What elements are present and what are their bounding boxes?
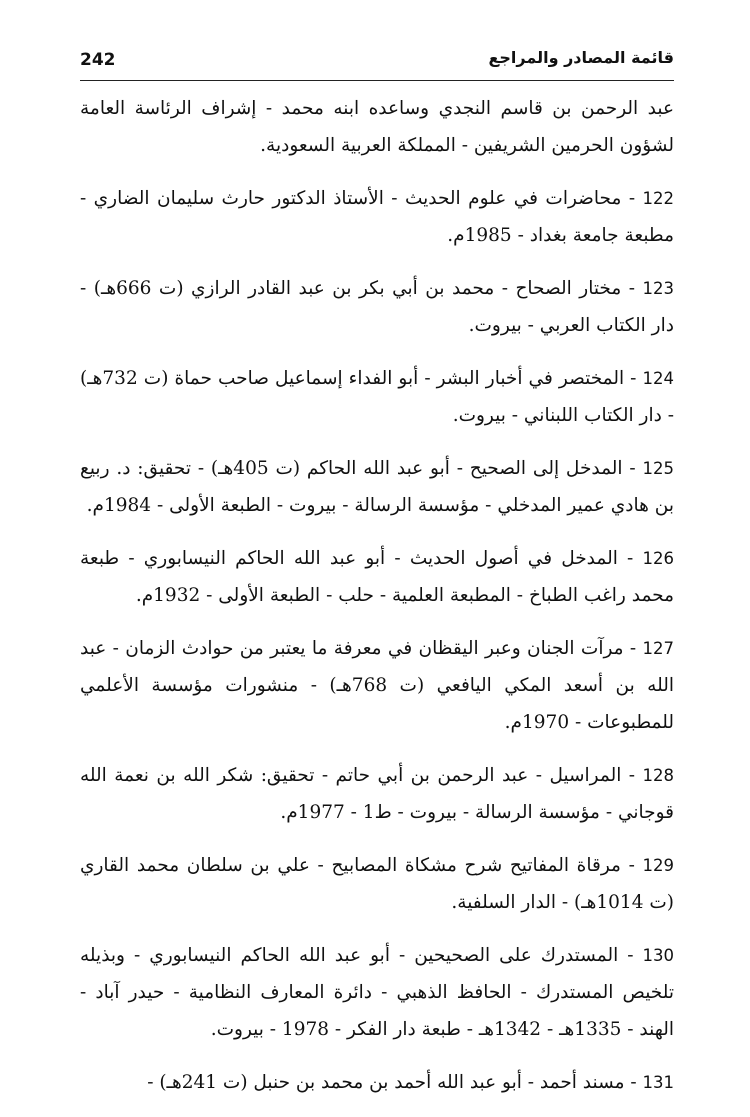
entry-number: 122 — [642, 189, 675, 208]
bibliography-entry: 128 - المراسيل - عبد الرحمن بن أبي حاتم - تحقيق: شكر الله بن نعمة الله قوجاني - مؤسسة الرسالة - بيروت - ط1 - 1977م. — [80, 765, 674, 823]
entry-number: 131 — [642, 1073, 674, 1092]
bibliography-entry: 122 - محاضرات في علوم الحديث - الأستاذ الدكتور حارث سليمان الضاري - مطبعة جامعة بغداد - 1985م. — [80, 188, 675, 246]
entry-text: مرقاة المفاتيح شرح مشكاة المصابيح - علي بن سلطان محمد القاري (ت 1014هـ) - الدار السلفية. — [80, 855, 674, 913]
bibliography-entry: 131 - مسند أحمد - أبو عبد الله أحمد بن محمد بن حنبل (ت 241هـ) - — [147, 1072, 674, 1093]
bibliography-entry: 123 - مختار الصحاح - محمد بن أبي بكر بن عبد القادر الرازي (ت 666هـ) - دار الكتاب العربي - بيروت. — [80, 278, 674, 336]
bibliography-entry: 130 - المستدرك على الصحيحين - أبو عبد الله الحاكم النيسابوري - وبذيله تلخيص المستدرك - الحافظ الذهبي - دائرة المعارف النظامية - حيدر آباد - الهند - 1335هـ - 1342هـ - طبعة دار الفكر - 1978 - بيروت. — [80, 945, 675, 1040]
entry-number: 126 — [642, 549, 675, 568]
entry-text: المختصر في أخبار البشر - أبو الفداء إسماعيل صاحب حماة (ت 732هـ) - دار الكتاب اللبناني - بيروت. — [80, 368, 674, 426]
entry-text: المراسيل - عبد الرحمن بن أبي حاتم - تحقيق: شكر الله بن نعمة الله قوجاني - مؤسسة الرسالة - بيروت - ط1 - 1977م. — [80, 765, 674, 823]
entry-text: مرآت الجنان وعبر اليقظان في معرفة ما يعتبر من حوادث الزمان - عبد الله بن أسعد المكي اليافعي (ت 768هـ) - منشورات مؤسسة الأعلمي للمطبوعات - 1970م. — [80, 638, 674, 733]
bibliography-entry: 126 - المدخل في أصول الحديث - أبو عبد الله الحاكم النيسابوري - طبعة محمد راغب الطباخ - المطبعة العلمية - حلب - الطبعة الأولى - 1932م. — [80, 548, 675, 606]
entry-text: مسند أحمد - أبو عبد الله أحمد بن محمد بن حنبل (ت 241هـ) - — [147, 1072, 625, 1093]
entry-number: 124 — [642, 369, 674, 388]
running-title: قائمة المصادر والمراجع — [488, 48, 674, 67]
entry-text: المدخل إلى الصحيح - أبو عبد الله الحاكم (ت 405هـ) - تحقيق: د. ربيع بن هادي عمير المدخلي - مؤسسة الرسالة - بيروت - الطبعة الأولى - 1984م. — [80, 458, 674, 516]
bibliography-entry — [80, 90, 674, 164]
entry-number: 130 — [642, 946, 675, 965]
page-header — [80, 44, 674, 81]
bibliography-entry: 125 - المدخل إلى الصحيح - أبو عبد الله الحاكم (ت 405هـ) - تحقيق: د. ربيع بن هادي عمير المدخلي - مؤسسة الرسالة - بيروت - الطبعة الأولى - 1984م. — [80, 458, 674, 516]
entry-text: عبد الرحمن بن قاسم النجدي وساعده ابنه محمد - إشراف الرئاسة العامة لشؤون الحرمين الشريفين - المملكة العربية السعودية. — [80, 98, 674, 156]
bibliography-entry: 127 - مرآت الجنان وعبر اليقظان في معرفة ما يعتبر من حوادث الزمان - عبد الله بن أسعد المكي اليافعي (ت 768هـ) - منشورات مؤسسة الأعلمي للمطبوعات - 1970م. — [80, 638, 674, 733]
entry-number: 128 — [642, 766, 674, 785]
entry-text: المدخل في أصول الحديث - أبو عبد الله الحاكم النيسابوري - طبعة محمد راغب الطباخ - المطبعة العلمية - حلب - الطبعة الأولى - 1932م. — [80, 548, 674, 606]
entry-number: 123 — [642, 279, 674, 298]
page-number: 242 — [80, 50, 116, 70]
entry-text: المستدرك على الصحيحين - أبو عبد الله الحاكم النيسابوري - وبذيله تلخيص المستدرك - الحافظ الذهبي - دائرة المعارف النظامية - حيدر آباد - الهند - 1335هـ - 1342هـ - طبعة دار الفكر - 1978 - بيروت. — [80, 945, 674, 1040]
bibliography-list — [80, 90, 674, 1117]
bibliography-entry: 129 - مرقاة المفاتيح شرح مشكاة المصابيح - علي بن سلطان محمد القاري (ت 1014هـ) - الدار السلفية. — [80, 855, 674, 913]
entry-text: مختار الصحاح - محمد بن أبي بكر بن عبد القادر الرازي (ت 666هـ) - دار الكتاب العربي - بيروت. — [80, 278, 674, 336]
entry-text: محاضرات في علوم الحديث - الأستاذ الدكتور حارث سليمان الضاري - مطبعة جامعة بغداد - 1985م. — [80, 188, 674, 246]
entry-number: 129 — [642, 856, 674, 875]
entry-number: 127 — [642, 639, 674, 658]
entry-number: 125 — [642, 459, 674, 478]
bibliography-entry: 124 - المختصر في أخبار البشر - أبو الفداء إسماعيل صاحب حماة (ت 732هـ) - دار الكتاب اللبناني - بيروت. — [80, 368, 674, 426]
